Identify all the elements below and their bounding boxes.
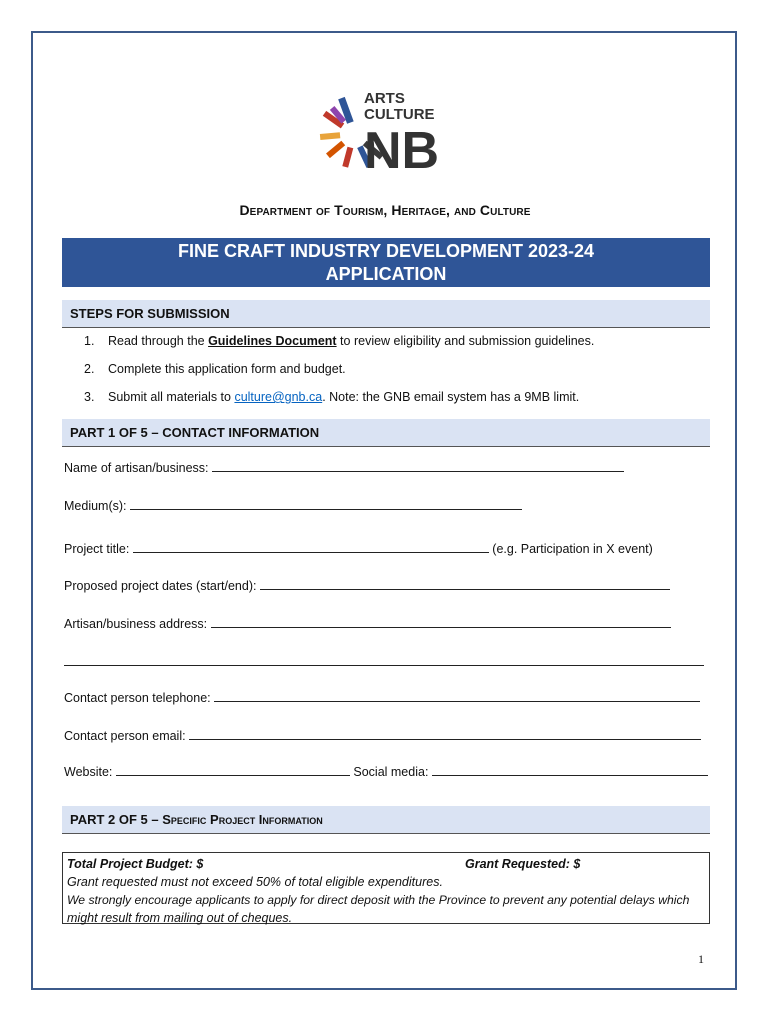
logo-text-culture: CULTURE (364, 106, 435, 123)
project-title-field[interactable] (64, 541, 653, 556)
name-line[interactable] (212, 460, 624, 472)
guidelines-document-link[interactable]: Guidelines Document (208, 334, 337, 348)
step-text: Complete this application form and budget. (108, 362, 346, 376)
project-dates-label: Proposed project dates (start/end): (64, 579, 257, 593)
total-budget-label[interactable]: Total Project Budget: $ (67, 857, 204, 871)
form-title-line2: APPLICATION (325, 264, 447, 284)
medium-label: Medium(s): (64, 499, 127, 513)
budget-row (67, 855, 705, 873)
step-text: . Note: the GNB email system has a 9MB limit. (322, 390, 580, 404)
address-line-2-rule[interactable] (64, 654, 704, 666)
address-line[interactable] (211, 616, 671, 628)
steps-section-heading: STEPS FOR SUBMISSION (62, 300, 710, 328)
part1-heading: PART 1 OF 5 – CONTACT INFORMATION (62, 419, 710, 447)
grant-requested-label[interactable]: Grant Requested: $ (465, 857, 581, 871)
department-name: Department of Tourism, Heritage, and Culture (239, 202, 531, 218)
project-dates-field[interactable] (64, 578, 670, 593)
social-media-line[interactable] (432, 764, 708, 776)
address-line-2[interactable] (64, 654, 704, 669)
step-text: Submit all materials to (108, 390, 235, 404)
direct-deposit-note: We strongly encourage applicants to apply for direct deposit with the Province to prevent any potential delays which (67, 893, 690, 907)
medium-line[interactable] (130, 498, 522, 510)
direct-deposit-note-cont: might result from mailing out of cheques. (67, 911, 293, 925)
part2-heading-prefix: PART 2 OF 5 – (70, 812, 163, 827)
logo-text-nb: NB (364, 122, 440, 172)
part2-heading-rest: Specific Project Information (162, 812, 323, 827)
grant-limit-note: Grant requested must not exceed 50% of total eligible expenditures. (67, 875, 443, 889)
step-3 (84, 390, 579, 404)
name-field[interactable] (64, 460, 624, 475)
page-number: 1 (698, 952, 704, 966)
project-title-label: Project title: (64, 542, 130, 556)
project-title-line[interactable] (133, 541, 489, 553)
part2-heading (62, 806, 710, 834)
step-text: to review eligibility and submission guidelines. (336, 334, 595, 348)
step-2 (84, 362, 346, 376)
form-title-banner (62, 238, 710, 287)
step-1 (84, 334, 594, 348)
website-label: Website: (64, 765, 113, 779)
logo-text-arts: ARTS (364, 90, 405, 107)
website-social-field[interactable] (64, 764, 708, 779)
email-link[interactable]: culture@gnb.ca (234, 390, 323, 404)
project-dates-line[interactable] (260, 578, 670, 590)
step-number: 3. (84, 390, 95, 404)
name-label: Name of artisan/business: (64, 461, 209, 475)
budget-box (62, 852, 710, 924)
email-line[interactable] (189, 728, 701, 740)
telephone-line[interactable] (214, 690, 700, 702)
step-text: Read through the (108, 334, 209, 348)
step-number: 2. (84, 362, 95, 376)
email-label: Contact person email: (64, 729, 186, 743)
website-line[interactable] (116, 764, 350, 776)
social-media-label: Social media: (353, 765, 429, 779)
arts-culture-nb-logo (318, 86, 454, 172)
step-number: 1. (84, 334, 95, 348)
telephone-field[interactable] (64, 690, 700, 705)
medium-field[interactable] (64, 498, 522, 513)
telephone-label: Contact person telephone: (64, 691, 211, 705)
address-field[interactable] (64, 616, 671, 631)
arts-culture-nb-logo-graphic (318, 86, 454, 172)
email-field[interactable] (64, 728, 701, 743)
address-label: Artisan/business address: (64, 617, 208, 631)
form-title-line1: FINE CRAFT INDUSTRY DEVELOPMENT 2023-24 (177, 241, 595, 261)
project-title-hint: (e.g. Participation in X event) (492, 542, 653, 556)
